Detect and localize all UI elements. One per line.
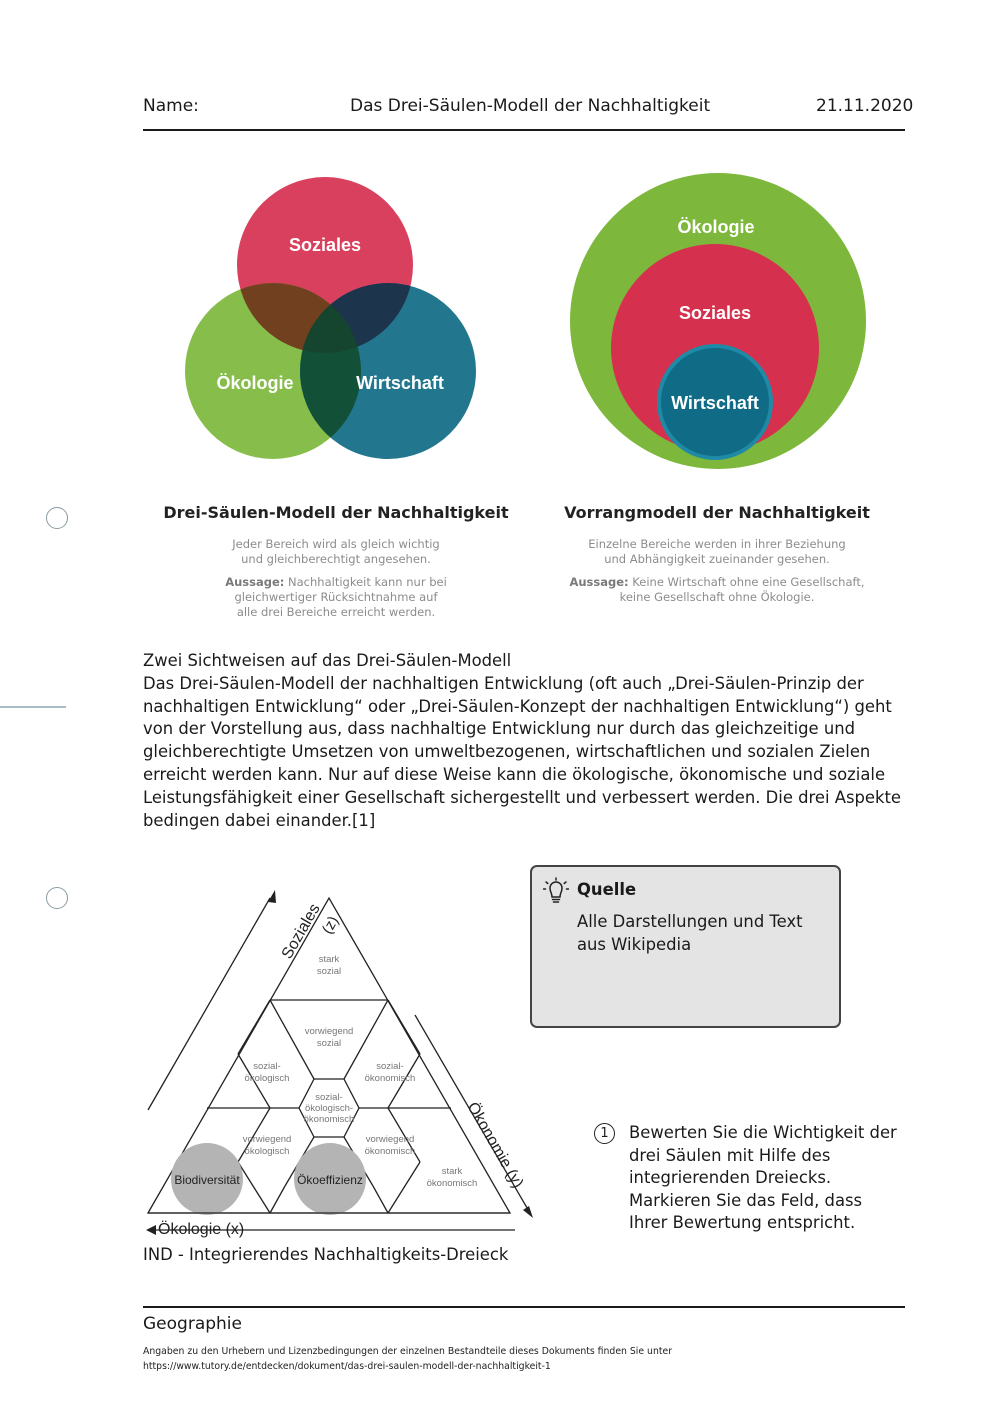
task-number: 1 <box>594 1123 615 1144</box>
footer-note <box>143 1344 672 1374</box>
venn-caption-desc <box>136 537 536 620</box>
priority-statement-line: Keine Wirtschaft ohne eine Gesellschaft, <box>632 575 865 589</box>
venn-statement-line: Nachhaltigkeit kann nur bei <box>288 575 447 589</box>
source-box <box>530 865 841 1028</box>
cell-label: vorwiegend <box>365 1134 415 1145</box>
venn-statement-line: alle drei Bereiche erreicht werden. <box>236 605 436 619</box>
cell-label: ökologisch <box>244 1146 290 1157</box>
priority-statement <box>517 575 917 590</box>
priority-statement-label: Aussage: <box>569 575 629 589</box>
page-title: Das Drei-Säulen-Modell der Nachhaltigkeit <box>350 96 711 116</box>
task-text <box>629 1122 897 1235</box>
priority-label-social: Soziales <box>678 303 752 323</box>
cell-label: sozial- <box>315 1092 343 1103</box>
cell-label: stark <box>318 954 340 965</box>
lightbulb-icon <box>543 877 569 905</box>
source-line: Alle Darstellungen und Text <box>577 912 803 931</box>
venn-diagram <box>170 170 490 470</box>
cell-label: sozial- <box>253 1061 281 1072</box>
source-line: aus Wikipedia <box>577 935 692 954</box>
priority-model-diagram <box>565 168 875 478</box>
task-line: Bewerten Sie die Wichtigkeit der <box>629 1123 897 1142</box>
priority-caption-title: Vorrangmodell der Nachhaltigkeit <box>564 503 870 522</box>
date: 21.11.2020 <box>816 96 914 116</box>
text-heading: Zwei Sichtweisen auf das Drei-Säulen-Modell <box>143 651 512 670</box>
venn-caption-title: Drei-Säulen-Modell der Nachhaltigkeit <box>163 503 509 522</box>
text-line: von der Vorstellung aus, dass nachhaltige Entwicklung nur durch das gleichzeitige und <box>143 719 856 739</box>
header-rule <box>143 129 905 131</box>
venn-desc-line: Jeder Bereich wird als gleich wichtig <box>232 537 440 551</box>
axis-label-economy: Ökonomie (y) <box>463 1099 527 1192</box>
cell-label: vorwiegend <box>304 1026 354 1037</box>
source-title: Quelle <box>577 880 637 899</box>
axis-label-ecology: Ökologie (x) <box>158 1221 245 1238</box>
name-label: Name: <box>143 96 199 116</box>
cell-label: vorwiegend <box>242 1134 292 1145</box>
cell-label: stark <box>441 1166 463 1177</box>
venn-desc-line: und gleichberechtigt angesehen. <box>241 552 431 566</box>
venn-label-ecology: Ökologie <box>216 373 294 393</box>
venn-label-economy: Wirtschaft <box>356 373 444 393</box>
axis-label-social-var: (z) <box>318 913 343 937</box>
ecoefficiency-label: Ökoeffizienz <box>297 1173 363 1187</box>
footer-note-line: Angaben zu den Urhebern und Lizenzbedingungen der einzelnen Bestandteile dieses Dokuments finden Sie unter <box>143 1346 673 1357</box>
task-line: Markieren Sie das Feld, dass <box>629 1190 863 1210</box>
fold-mark <box>0 706 66 708</box>
venn-statement-label: Aussage: <box>225 575 285 589</box>
task-line: integrierenden Dreiecks. <box>629 1168 832 1188</box>
priority-label-economy: Wirtschaft <box>671 393 759 413</box>
footer-url[interactable]: https://www.tutory.de/entdecken/dokument/das-drei-saulen-modell-der-nachhaltigkeit-1 <box>143 1361 551 1372</box>
footer-rule <box>143 1306 905 1308</box>
subject: Geographie <box>143 1314 242 1334</box>
cell-label: ökologisch- <box>304 1103 354 1114</box>
text-line: Leistungsfähigkeit einer Gesellschaft sichergestellt und verbessert werden. Die drei Aspekte <box>143 787 902 807</box>
cell-label: sozial <box>316 966 342 977</box>
source-text <box>577 910 803 956</box>
cell-label: ökonomisch <box>364 1073 416 1084</box>
cell-label: sozial- <box>376 1061 404 1072</box>
venn-statement-line: gleichwertiger Rücksichtnahme auf <box>234 590 438 604</box>
priority-caption-desc <box>517 537 917 605</box>
triangle-caption: IND - Integrierendes Nachhaltigkeits-Dreieck <box>143 1245 509 1264</box>
axis-label-social: Soziales <box>278 901 324 962</box>
venn-label-social: Soziales <box>288 235 362 255</box>
punch-hole-bottom <box>46 887 68 909</box>
venn-statement <box>136 575 536 590</box>
priority-desc-line: Einzelne Bereiche werden in ihrer Beziehung <box>588 537 846 551</box>
priority-statement-line: keine Gesellschaft ohne Ökologie. <box>619 590 815 604</box>
task-line: Ihrer Bewertung entspricht. <box>629 1213 856 1233</box>
integrating-triangle <box>140 890 540 1240</box>
cell-label: sozial <box>316 1038 342 1049</box>
biodiversity-label: Biodiversität <box>174 1173 240 1187</box>
priority-desc-line: und Abhängigkeit zueinander gesehen. <box>604 552 830 566</box>
cell-label: ökonomisch <box>364 1146 416 1157</box>
punch-hole-top <box>46 507 68 529</box>
text-line: nachhaltigen Entwicklung“ oder „Drei-Säulen-Konzept der nachhaltigen Entwicklung“) geht <box>143 696 892 716</box>
cell-label: ökologisch <box>244 1073 290 1084</box>
text-line: bedingen dabei einander.[1] <box>143 810 376 830</box>
task-line: drei Säulen mit Hilfe des <box>629 1145 831 1165</box>
main-text <box>143 650 913 832</box>
priority-label-ecology: Ökologie <box>677 217 755 237</box>
cell-label: ökonomisch <box>303 1114 355 1125</box>
text-line: erreicht werden kann. Nur auf diese Weise kann die ökologische, ökonomische und soziale <box>143 764 886 784</box>
text-line: Das Drei-Säulen-Modell der nachhaltigen Entwicklung (oft auch „Drei-Säulen-Prinzip der <box>143 673 864 693</box>
text-line: gleichberechtigte Umsetzen von umweltbezogenen, wirtschaftlichen und sozialen Zielen <box>143 742 871 762</box>
cell-label: ökonomisch <box>426 1178 478 1189</box>
